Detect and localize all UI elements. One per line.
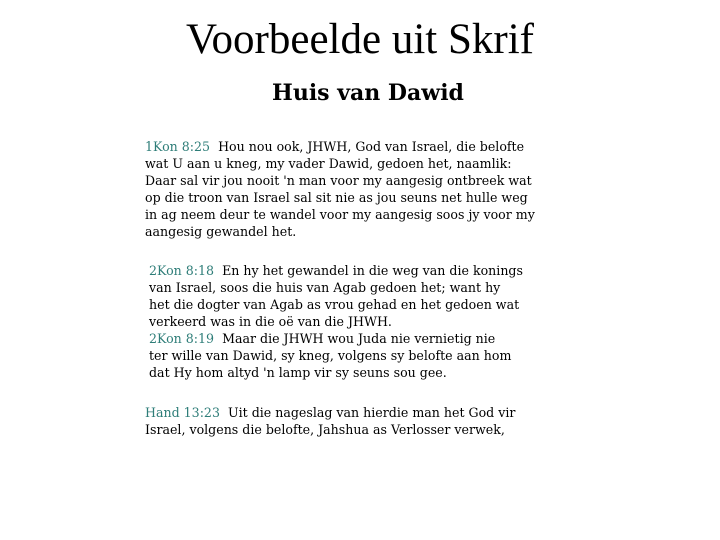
scripture-line: wat U aan u kneg, my vader Dawid, gedoen het, naamlik: [145, 156, 512, 171]
scripture-line: dat Hy hom altyd 'n lamp vir sy seuns sou gee. [149, 365, 447, 380]
scripture-line: op die troon van Israel sal sit nie as jou seuns net hulle weg [145, 190, 528, 205]
page-subtitle: Huis van Dawid [272, 80, 464, 106]
scripture-line [145, 138, 535, 155]
scripture-reference: 1Kon 8:25 [145, 139, 211, 154]
scripture-line [145, 404, 515, 421]
scripture-line: in ag neem deur te wandel voor my aangesig soos jy voor my [145, 207, 535, 222]
scripture-line: aangesig gewandel het. [145, 224, 297, 239]
scripture-text: En hy het gewandel in die weg van die konings [222, 263, 523, 278]
scripture-line: van Israel, soos die huis van Agab gedoen het; want hy [149, 280, 501, 295]
scripture-block-hand-13-23 [145, 404, 515, 438]
scripture-line [149, 330, 523, 347]
scripture-line: het die dogter van Agab as vrou gehad en het gedoen wat [149, 297, 520, 312]
scripture-text: Hou nou ook, JHWH, God van Israel, die belofte [218, 139, 525, 154]
scripture-line: verkeerd was in die oë van die JHWH. [149, 314, 392, 329]
scripture-line [149, 262, 523, 279]
scripture-text: Maar die JHWH wou Juda nie vernietig nie [222, 331, 496, 346]
scripture-line: Israel, volgens die belofte, Jahshua as Verlosser verwek, [145, 422, 505, 437]
scripture-text: Uit die nageslag van hierdie man het God vir [227, 405, 516, 420]
scripture-reference: 2Kon 8:19 [149, 331, 215, 346]
scripture-line: Daar sal vir jou nooit 'n man voor my aangesig ontbreek wat [145, 173, 532, 188]
scripture-reference: Hand 13:23 [145, 405, 220, 420]
scripture-reference: 2Kon 8:18 [149, 263, 215, 278]
page-title: Voorbeelde uit Skrif [186, 16, 534, 63]
scripture-block-2kon-8-18 [149, 262, 523, 381]
scripture-line: ter wille van Dawid, sy kneg, volgens sy belofte aan hom [149, 348, 512, 363]
scripture-block-1kon-8-25 [145, 138, 535, 240]
